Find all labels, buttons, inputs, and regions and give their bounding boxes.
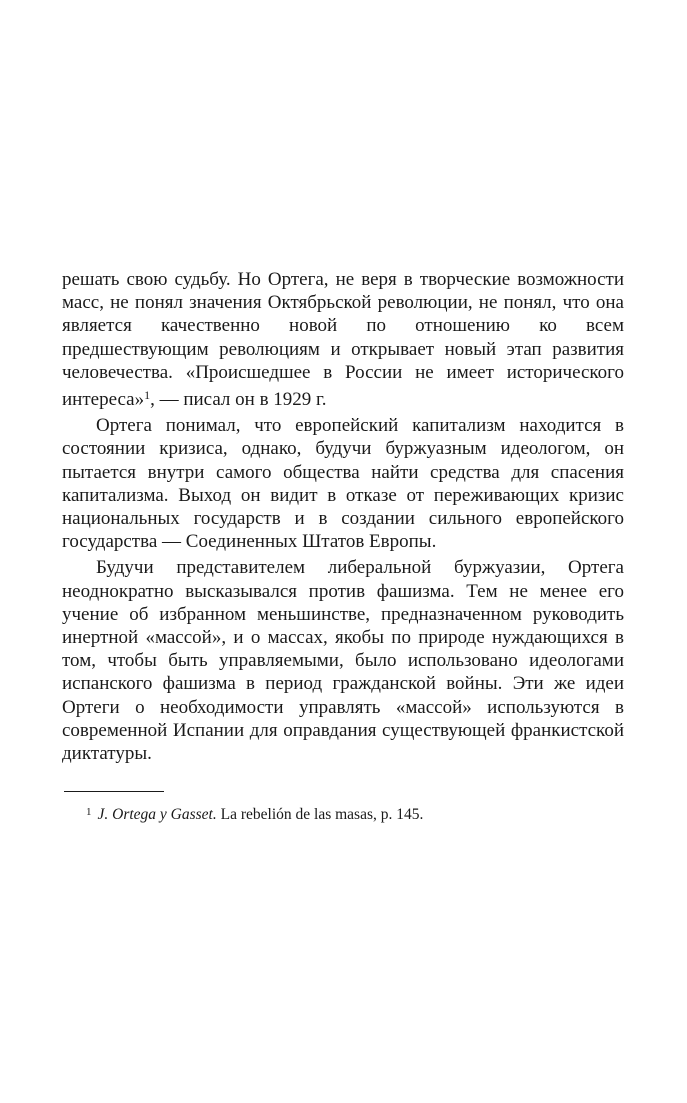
footnote-reference: 1 [144, 388, 151, 403]
footnote [86, 802, 624, 825]
paragraph-1-tail: , — писал он в 1929 г. [150, 389, 327, 411]
paragraph-3 [62, 556, 624, 765]
footnote-author: J. Ortega y Gasset. [97, 806, 217, 824]
page-body [62, 268, 624, 825]
footnote-mark: 1 [86, 806, 92, 819]
footnote-work: La rebelión de las masas, p. 145. [220, 806, 424, 824]
paragraph-1 [62, 268, 624, 411]
paragraph-3-text: Будучи представителем либеральной буржуазии, Ортега неоднократно высказывался против фашизма. Тем не менее его учение об избранном меньшинстве, предназначенном руководить инертной «массой», и о массах, якобы по природе нуждающихся в том, чтобы быть управляемыми, было использовано идеологами испанского фашизма в период гражданской войны. Эти же идеи Ортеги о необходимости управлять «массой» используются в современной Испании для оправдания существующей франкистской диктатуры. [62, 557, 624, 765]
paragraph-2 [62, 414, 624, 553]
footnote-divider [64, 791, 164, 792]
paragraph-1-text: решать свою судьбу. Но Ортега, не веря в творческие возможности масс, не понял значения Октябрьской революции, не понял, что она является качественно новой по отношению ко всем предшествующим революциям и открывает новый этап развития человечества. «Происшедшее в России не имеет исторического интереса» [62, 269, 624, 411]
paragraph-2-text: Ортега понимал, что европейский капитализм находится в состоянии кризиса, однако, будучи буржуазным идеологом, он пытается внутри самого общества найти средства для спасения капитализма. Выход он видит в отказе от переживающих кризис национальных государств и в создании сильного европейского государства — Соединенных Штатов Европы. [62, 415, 624, 553]
